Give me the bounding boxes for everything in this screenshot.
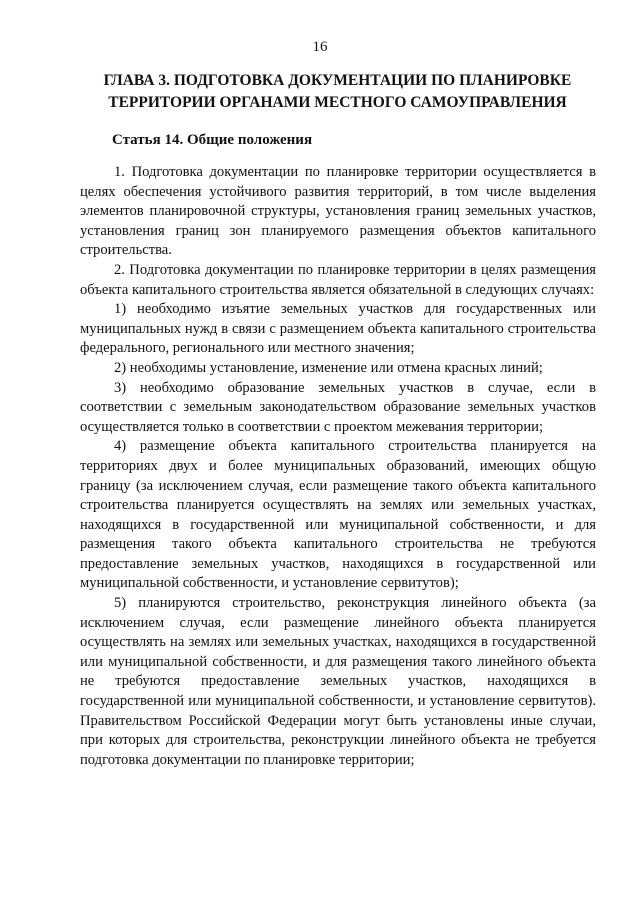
list-item-1: 1) необходимо изъятие земельных участков для государственных или муниципальных нужд в связи с размещением объекта капитального строительства федерального, регионального или местного значения; — [80, 301, 596, 357]
page-number: 16 — [312, 39, 328, 55]
article-heading: Статья 14. Общие положения — [112, 132, 313, 148]
list-item-2: 2) необходимы установление, изменение или отмена красных линий; — [114, 359, 543, 376]
chapter-heading — [80, 70, 595, 114]
chapter-heading-line-2: ТЕРРИТОРИИ ОРГАНАМИ МЕСТНОГО САМОУПРАВЛЕНИЯ — [108, 94, 567, 111]
list-item-4: 4) размещение объекта капитального строительства планируется на территориях двух и более муниципальных образований, имеющих общую границу (за исключением случая, если размещение такого объекта капитального строительства планируется осуществлять на землях или земельных участках, находящихся в государственной или муниципальной собственности, и для размещения такого объекта капитального строительства не требуются предоставление земельных участков, находящихся в государственной или муниципальной собственности, и установление сервитутов); — [80, 438, 596, 592]
article-body — [80, 163, 596, 770]
list-item-3: 3) необходимо образование земельных участков в случае, если в соответствии с земельным законодательством образование земельных участков осуществляется только в соответствии с проектом межевания территории; — [80, 379, 596, 435]
paragraph-1: 1. Подготовка документации по планировке территории осуществляется в целях обеспечения устойчивого развития территорий, в том числе выделения элементов планировочной структуры, установления границ земельных участков, установления границ зон планируемого размещения объектов капитального строительства. — [80, 164, 596, 259]
chapter-heading-line-1: ГЛАВА 3. ПОДГОТОВКА ДОКУМЕНТАЦИИ ПО ПЛАНИРОВКЕ — [103, 72, 572, 89]
list-item-5: 5) планируются строительство, реконструкция линейного объекта (за исключением случая, если размещение линейного объекта планируется осуществлять на землях или земельных участках, находящихся в государственной или муниципальной собственности, и для размещения такого линейного объекта не требуются предоставление земельных участков, находящихся в государственной или муниципальной собственности, и установление сервитутов). Правительством Российской Федерации могут быть установлены иные случаи, при которых для строительства, реконструкции линейного объекта не требуется подготовка документации по планировке территории; — [80, 595, 596, 768]
paragraph-2: 2. Подготовка документации по планировке территории в целях размещения объекта капитального строительства является обязательной в следующих случаях: — [80, 261, 596, 298]
